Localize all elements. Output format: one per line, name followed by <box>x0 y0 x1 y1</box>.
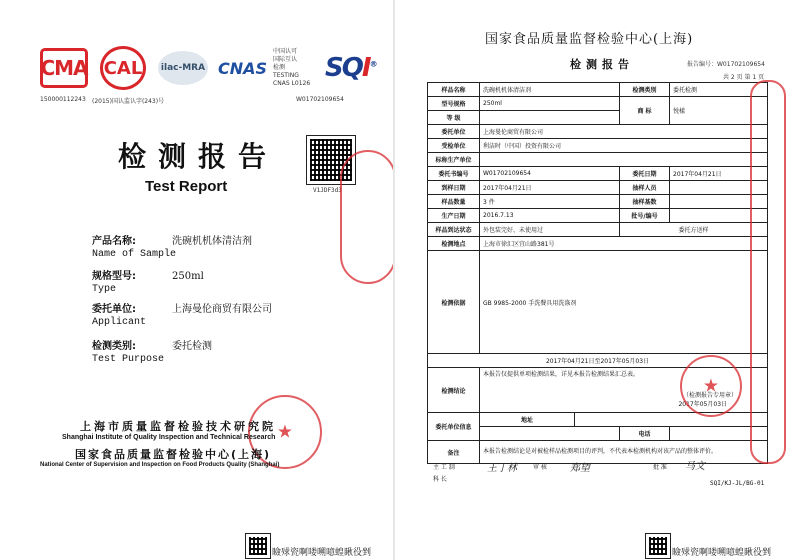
field-value: 委托检测 <box>172 341 212 352</box>
bottom-qr-code <box>245 533 271 559</box>
field-sample-name <box>92 235 252 261</box>
field-label: 委托单位: <box>92 304 136 315</box>
issue-date: 2017年05月03日 <box>678 401 728 408</box>
field-value: 洗碗机机体清洁剂 <box>172 236 252 247</box>
field-label: 规格型号: <box>92 271 136 282</box>
table-cell: 型号规格 <box>428 97 480 111</box>
table-cell: 外包装完好、未使用过 <box>480 223 620 237</box>
table-cell: 备注 <box>428 441 480 464</box>
report-title-cn: 检测报告 <box>118 140 279 173</box>
table-cell <box>480 153 768 167</box>
table-cell: 受检单位 <box>428 139 480 153</box>
table-cell: 检测类别 <box>620 83 670 97</box>
side-seal <box>340 150 396 284</box>
table-cell: 上海曼伦商贸有限公司 <box>480 125 768 139</box>
cnas-text-line: TESTING <box>273 72 299 79</box>
table-row <box>428 97 768 111</box>
report-title-en: Test Report <box>145 178 228 195</box>
accreditation-number: (2015)国认监认字(243)号 <box>92 98 165 105</box>
table-cell: 2016.7.13 <box>480 209 620 223</box>
table-row <box>428 237 768 251</box>
table-cell: 250ml <box>480 97 620 111</box>
cnas-text-line: 中国认可 <box>273 48 298 55</box>
national-center-en: National Center of Supervision and Inspection on Food Products Quality (Shanghai) <box>40 462 280 468</box>
cnas-text-block <box>273 48 317 88</box>
signature-approver: 马文 <box>685 461 705 472</box>
signature-preparer: 王丁林 <box>487 463 517 474</box>
cma-logo: CMA <box>40 48 88 88</box>
table-cell: 到样日期 <box>428 181 480 195</box>
accreditation-logos <box>40 48 376 88</box>
table-cell: 委托单位 <box>428 125 480 139</box>
cnas-logo: CNAS <box>218 58 268 78</box>
field-value: 250ml <box>172 271 204 282</box>
table-cell <box>480 111 620 125</box>
table-cell: 生产日期 <box>428 209 480 223</box>
table-cell: 检测依据 <box>428 251 480 354</box>
bottom-text: 瞼殏瓷啊喽嗍噫蝗瞅役剉 <box>272 548 372 558</box>
table-cell: 委托日期 <box>620 167 670 181</box>
cnas-text-line: CNAS L0126 <box>273 80 311 87</box>
sqi-logo: SQI® <box>325 53 376 83</box>
table-cell: 检测地点 <box>428 237 480 251</box>
prepared-label: 主 工 制 <box>433 464 455 471</box>
cert-number: 150000112243 <box>40 96 86 103</box>
report-number: 报告编号：W01702109654 <box>687 61 765 68</box>
official-seal: ★ <box>248 395 322 469</box>
report-code: W01702109654 <box>296 96 344 103</box>
table-cell: 利洁时（中国）投资有限公司 <box>480 139 768 153</box>
table-row <box>428 125 768 139</box>
table-row <box>428 251 768 354</box>
bottom-qr-code <box>645 533 671 559</box>
table-cell: 悦樣 <box>670 97 768 125</box>
table-cell: 检测结论 <box>428 368 480 413</box>
table-cell: 商 标 <box>620 97 670 125</box>
national-center-cn: 国家食品质量监督检验中心(上海) <box>75 448 272 461</box>
table-cell: 委托单位信息 <box>428 413 480 441</box>
bottom-text: 瞼殏瓷啊喽嗍噫蝗瞅役剉 <box>672 548 772 558</box>
table-cell: 批号/编号 <box>620 209 670 223</box>
field-value: 上海曼伦商贸有限公司 <box>172 304 272 315</box>
report-detail-page <box>395 0 790 560</box>
table-row <box>428 181 768 195</box>
field-type <box>92 270 204 296</box>
table-row <box>428 195 768 209</box>
approved-label: 批 准 <box>653 464 667 471</box>
table-cell: 委托检测 <box>670 83 768 97</box>
table-cell: 上海市徐汇区宜山路381号 <box>480 237 768 251</box>
table-row <box>428 209 768 223</box>
field-label: 产品名称: <box>92 236 136 247</box>
report-subtitle: 检测报告 <box>570 58 634 71</box>
chief-label: 科 长 <box>433 476 447 483</box>
field-label: 检测类别: <box>92 341 136 352</box>
table-cell <box>480 427 620 441</box>
institute-name-cn: 上海市质量监督检验技术研究院 <box>80 420 276 433</box>
table-cell: 等 级 <box>428 111 480 125</box>
table-cell: 样品数量 <box>428 195 480 209</box>
side-seal <box>750 80 786 464</box>
center-title: 国家食品质量监督检验中心(上海) <box>485 32 694 47</box>
table-cell: 地址 <box>480 413 575 427</box>
cnas-text-line: 检测 <box>273 64 286 71</box>
table-cell: 3 件 <box>480 195 620 209</box>
table-cell: W01702109654 <box>480 167 620 181</box>
table-cell: 样品名称 <box>428 83 480 97</box>
table-row <box>428 441 768 464</box>
table-cell: 洗碗机机体清洁剂 <box>480 83 620 97</box>
field-applicant <box>92 303 272 329</box>
field-test-purpose <box>92 340 212 366</box>
table-cell: 委托方送样 <box>620 223 768 237</box>
table-cell: 本报告检测结论是对被检样品检测项目的评判，不代表本检测机构对该产品的整体评价。 <box>480 441 768 464</box>
table-cell: GB 9985-2000 手洗餐具用洗涤剂 <box>480 251 768 354</box>
cal-logo: CAL <box>100 46 146 90</box>
field-label-en: Name of Sample <box>92 249 177 260</box>
official-seal: ★ <box>680 355 742 417</box>
document-code: SQI/KJ-JL/BG-01 <box>710 480 765 487</box>
table-cell: 样品到达状态 <box>428 223 480 237</box>
institute-name-en: Shanghai Institute of Quality Inspection and Technical Research <box>62 434 276 441</box>
cnas-text-line: 国际互认 <box>273 56 298 63</box>
qr-caption: V1JDF3d3 <box>313 187 342 194</box>
reviewed-label: 审 核 <box>533 464 547 471</box>
table-row <box>428 139 768 153</box>
table-cell: 电话 <box>620 427 670 441</box>
table-cell: 2017年04月21日 <box>670 167 768 181</box>
ilac-mra-logo: ilac-MRA <box>158 51 208 85</box>
table-row <box>428 167 768 181</box>
page-number: 共 2 页 第 1 页 <box>723 74 765 81</box>
table-cell: 2017年04月21日至2017年05月03日 <box>428 354 768 368</box>
table-row <box>428 153 768 167</box>
field-label-en: Type <box>92 284 117 295</box>
stamp-note: （检测报告专用章） <box>683 392 738 399</box>
table-cell: 抽样人员 <box>620 181 670 195</box>
signature-reviewer: 郑望 <box>570 463 590 474</box>
conclusion-text: 本报告仅提供单项检测结果，详见本报告检测结果汇总表。 <box>483 371 640 378</box>
table-cell: 抽样基数 <box>620 195 670 209</box>
field-label-en: Applicant <box>92 317 147 328</box>
table-cell: 委托书编号 <box>428 167 480 181</box>
table-row <box>428 223 768 237</box>
table-cell: 标称生产单位 <box>428 153 480 167</box>
table-row <box>428 83 768 97</box>
field-label-en: Test Purpose <box>92 354 165 365</box>
table-cell <box>575 413 768 427</box>
table-cell: 2017年04月21日 <box>480 181 620 195</box>
